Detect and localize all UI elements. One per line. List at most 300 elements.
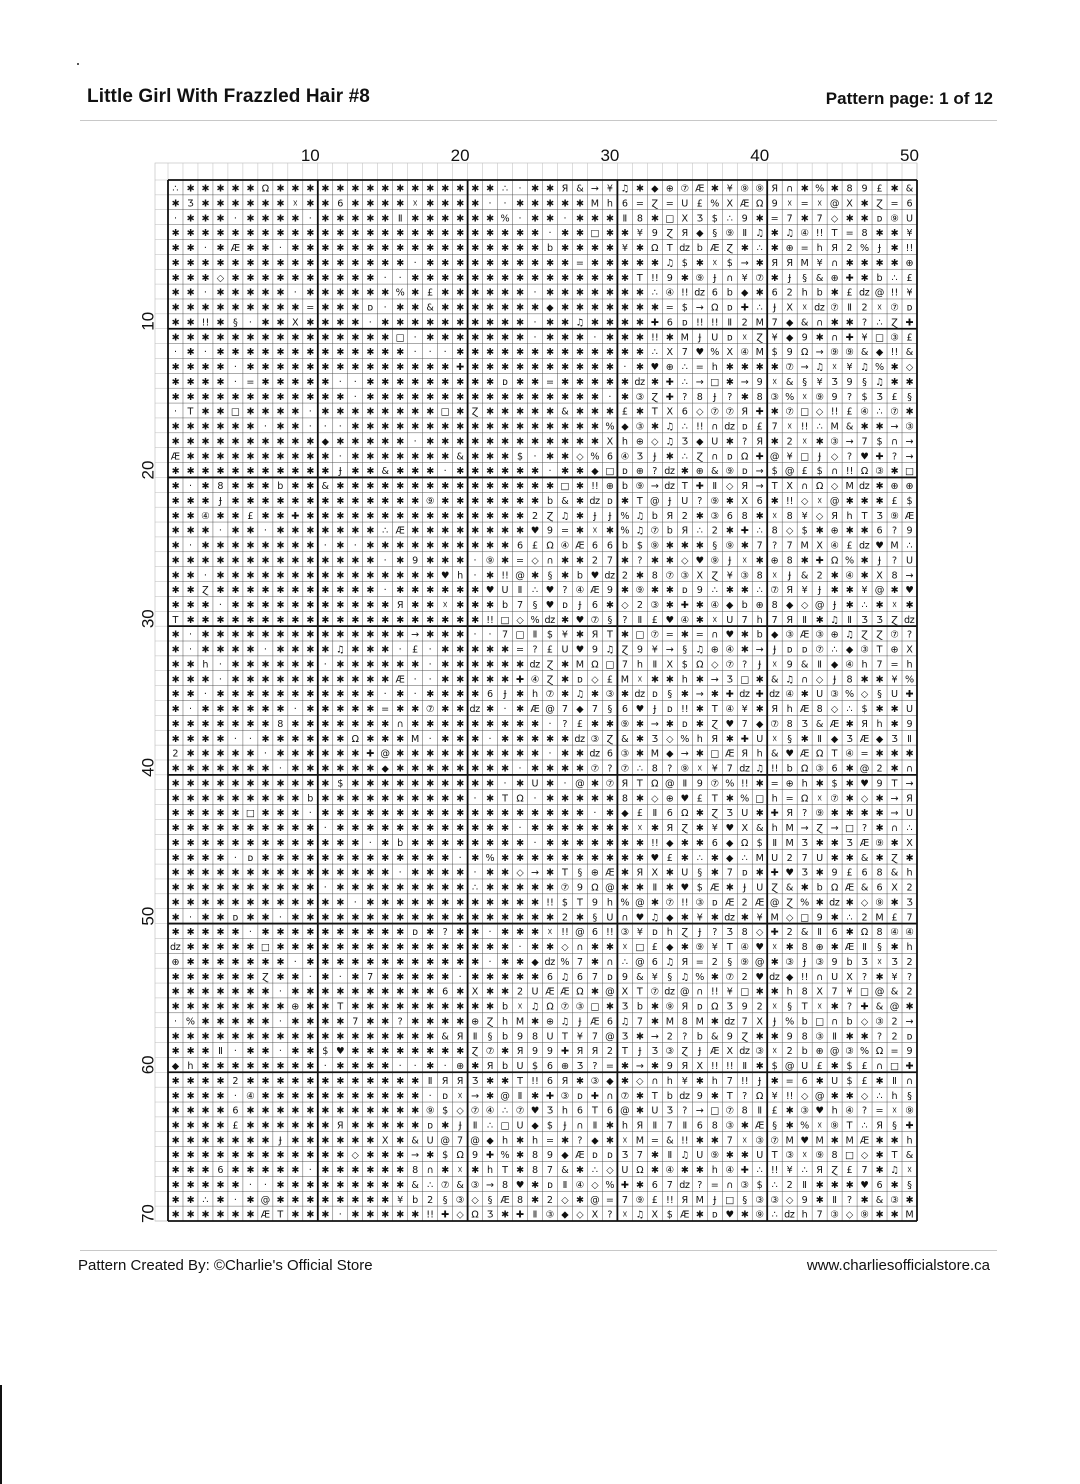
stitch-cell: ✱ xyxy=(366,614,375,626)
stitch-cell: ✱ xyxy=(261,897,270,909)
stitch-cell: ✱ xyxy=(186,1120,195,1132)
stitch-cell: ☓ xyxy=(817,1001,823,1013)
stitch-cell: · xyxy=(413,257,417,269)
stitch-cell: !! xyxy=(606,927,614,939)
stitch-cell: Ω xyxy=(456,1150,464,1162)
stitch-cell: 8 xyxy=(801,942,808,954)
stitch-cell: h xyxy=(606,897,613,909)
stitch-cell: ✱ xyxy=(411,808,420,820)
stitch-cell: ✱ xyxy=(171,778,180,790)
stitch-cell: ✱ xyxy=(261,674,270,686)
stitch-cell: Ɀ xyxy=(546,659,554,671)
stitch-cell: ✱ xyxy=(575,272,584,284)
stitch-cell: ✱ xyxy=(770,956,779,968)
stitch-cell: ✱ xyxy=(486,287,495,299)
stitch-cell: ✱ xyxy=(471,302,480,314)
stitch-cell: Я xyxy=(741,481,749,493)
stitch-cell: ✱ xyxy=(396,257,405,269)
stitch-cell: ✱ xyxy=(471,718,480,730)
stitch-cell: 2 xyxy=(861,302,868,314)
stitch-cell: ǳ xyxy=(469,704,481,716)
stitch-cell: h xyxy=(801,778,808,790)
stitch-cell: ∴ xyxy=(756,585,763,597)
stitch-cell: ✱ xyxy=(411,287,420,299)
stitch-cell: § xyxy=(697,867,703,879)
stitch-cell: ✱ xyxy=(486,748,495,760)
stitch-cell: ✱ xyxy=(486,763,495,775)
stitch-cell: · xyxy=(398,1061,402,1073)
stitch-cell: ✱ xyxy=(291,1194,300,1206)
stitch-cell: ✱ xyxy=(785,942,794,954)
stitch-cell: 7 xyxy=(367,971,374,983)
stitch-cell: ✱ xyxy=(336,793,345,805)
stitch-cell: ᴅ xyxy=(592,1150,598,1162)
stitch-cell: ǳ xyxy=(574,733,586,745)
stitch-cell: ⑦ xyxy=(710,778,720,790)
stitch-cell: ✱ xyxy=(501,1046,510,1058)
stitch-cell: ✱ xyxy=(306,347,315,359)
stitch-cell: · xyxy=(503,778,507,790)
stitch-cell: @ xyxy=(784,1061,795,1073)
stitch-cell: ✱ xyxy=(246,942,255,954)
stitch-cell: Ʒ xyxy=(187,198,194,210)
stitch-cell: = xyxy=(575,257,584,269)
stitch-cell: @ xyxy=(784,466,795,478)
stitch-cell: ✱ xyxy=(261,391,270,403)
stitch-cell: ✱ xyxy=(276,495,285,507)
stitch-cell: T xyxy=(846,1120,853,1132)
stitch-cell: ✱ xyxy=(411,1090,420,1102)
stitch-cell: T xyxy=(666,243,673,255)
stitch-cell: ✱ xyxy=(291,867,300,879)
stitch-cell: ✱ xyxy=(845,317,854,329)
stitch-cell: ✱ xyxy=(456,287,465,299)
stitch-cell: ∩ xyxy=(726,1179,734,1191)
stitch-cell: ∩ xyxy=(831,257,839,269)
stitch-cell: · xyxy=(278,912,282,924)
stitch-cell: ✱ xyxy=(411,837,420,849)
stitch-cell: ✱ xyxy=(366,1075,375,1087)
stitch-cell: ✱ xyxy=(351,1090,360,1102)
stitch-cell: !! xyxy=(905,243,914,255)
stitch-cell: ✱ xyxy=(890,1179,899,1191)
stitch-cell: ✱ xyxy=(201,466,210,478)
stitch-cell: ◇ xyxy=(785,912,794,924)
stitch-cell: ✱ xyxy=(261,198,270,210)
stitch-cell: ⊕ xyxy=(291,1001,300,1013)
stitch-cell: @ xyxy=(635,956,645,968)
stitch-cell: ✱ xyxy=(845,793,854,805)
stitch-cell: ✱ xyxy=(635,243,644,255)
stitch-cell: ǳ xyxy=(634,689,646,701)
stitch-cell: ✱ xyxy=(560,555,569,567)
stitch-cell: & xyxy=(845,421,854,433)
stitch-cell: ᴅ xyxy=(412,927,419,939)
stitch-cell: · xyxy=(533,837,537,849)
stitch-cell: ✱ xyxy=(171,971,180,983)
stitch-cell: ✱ xyxy=(291,733,300,745)
stitch-cell: · xyxy=(428,733,432,745)
stitch-cell: ✱ xyxy=(201,302,210,314)
stitch-cell: ∩ xyxy=(576,1120,584,1132)
stitch-cell: $ xyxy=(756,837,763,849)
stitch-cell: ✱ xyxy=(516,228,525,240)
stitch-cell: ✱ xyxy=(276,376,285,388)
stitch-cell: ✱ xyxy=(411,406,420,418)
stitch-cell: ✱ xyxy=(456,183,465,195)
stitch-cell: ✱ xyxy=(201,793,210,805)
stitch-cell: ③ xyxy=(680,570,690,582)
stitch-cell: ✱ xyxy=(186,971,195,983)
stitch-cell: ✱ xyxy=(486,793,495,805)
stitch-cell: Я xyxy=(456,1075,464,1087)
stitch-cell: = xyxy=(516,555,525,567)
stitch-cell: ✱ xyxy=(501,927,510,939)
stitch-cell: ✱ xyxy=(261,1016,270,1028)
stitch-cell: ∴ xyxy=(382,525,389,537)
stitch-cell: 6 xyxy=(831,927,838,939)
stitch-cell: ✱ xyxy=(530,912,540,924)
stitch-cell: ✱ xyxy=(605,243,614,255)
stitch-cell: ✱ xyxy=(291,971,300,983)
stitch-cell: ✱ xyxy=(486,1075,495,1087)
stitch-cell: ◇ xyxy=(785,525,794,537)
stitch-cell: & xyxy=(321,481,330,493)
stitch-cell: ✱ xyxy=(471,927,480,939)
stitch-cell: Ɉ xyxy=(698,332,702,344)
stitch-cell: ✱ xyxy=(905,852,914,864)
stitch-cell: ✱ xyxy=(351,570,360,582)
stitch-cell: ✱ xyxy=(366,956,375,968)
stitch-cell: ✱ xyxy=(261,927,270,939)
stitch-cell: ✱ xyxy=(635,347,644,359)
stitch-cell: 6 xyxy=(876,525,883,537)
stitch-cell: ✱ xyxy=(396,481,405,493)
stitch-cell: ✱ xyxy=(246,1165,255,1177)
stitch-cell: ✱ xyxy=(560,302,569,314)
stitch-cell: @ xyxy=(814,599,825,611)
stitch-cell: · xyxy=(263,1179,267,1191)
stitch-cell: ✱ xyxy=(291,436,300,448)
stitch-cell: ∩ xyxy=(876,1061,884,1073)
stitch-cell: ? xyxy=(891,525,898,537)
stitch-cell: ✱ xyxy=(261,718,270,730)
stitch-cell: ✱ xyxy=(246,555,255,567)
stitch-cell: · xyxy=(323,1061,327,1073)
stitch-cell: ✱ xyxy=(201,183,210,195)
stitch-cell: ✱ xyxy=(321,243,330,255)
stitch-cell: ⊕ xyxy=(710,644,719,656)
stitch-cell: ✱ xyxy=(501,243,510,255)
stitch-cell: ◇ xyxy=(785,1194,794,1206)
stitch-cell: ✱ xyxy=(875,481,884,493)
stitch-cell: ∩ xyxy=(891,823,899,835)
stitch-cell: % xyxy=(845,555,855,567)
stitch-cell: 9 xyxy=(816,912,823,924)
stitch-cell: ✱ xyxy=(635,733,644,745)
stitch-cell: ✱ xyxy=(545,198,555,210)
stitch-cell: □ xyxy=(635,629,645,641)
stitch-cell: ✱ xyxy=(516,243,525,255)
stitch-cell: ✱ xyxy=(396,540,405,552)
stitch-cell: 8 xyxy=(876,927,883,939)
stitch-cell: · xyxy=(398,272,402,284)
stitch-cell: ✱ xyxy=(755,510,764,522)
stitch-cell: Ⅱ xyxy=(712,481,718,493)
stitch-cell: ✱ xyxy=(396,1150,405,1162)
stitch-cell: ♫ xyxy=(605,644,615,656)
stitch-cell: · xyxy=(413,347,417,359)
stitch-cell: ✱ xyxy=(590,852,599,864)
stitch-cell: ∩ xyxy=(696,986,704,998)
stitch-cell: Ʒ xyxy=(906,897,913,909)
stitch-cell: ✱ xyxy=(635,183,644,195)
stitch-cell: 6 xyxy=(861,867,868,879)
stitch-cell: Ɀ xyxy=(546,510,554,522)
stitch-cell: 8 xyxy=(651,763,658,775)
stitch-cell: ✱ xyxy=(486,942,495,954)
stitch-cell: ✱ xyxy=(381,629,390,641)
stitch-cell: ᴅ xyxy=(741,466,748,478)
stitch-cell: ✱ xyxy=(186,763,195,775)
stitch-cell: ✱ xyxy=(276,1061,285,1073)
stitch-cell: Я xyxy=(816,1165,823,1177)
stitch-cell: ✱ xyxy=(501,644,510,656)
stitch-cell: Æ xyxy=(799,748,810,760)
stitch-cell: $ xyxy=(516,451,524,463)
stitch-cell: ∴ xyxy=(756,525,763,537)
stitch-cell: ✱ xyxy=(186,376,195,388)
stitch-cell: ✱ xyxy=(620,689,629,701)
stitch-cell: ✱ xyxy=(501,525,510,537)
stitch-cell: ⑨ xyxy=(845,347,854,359)
stitch-cell: ✱ xyxy=(306,198,315,210)
stitch-cell: X xyxy=(891,882,898,894)
stitch-cell: ✱ xyxy=(351,406,360,418)
stitch-cell: ✱ xyxy=(306,332,315,344)
stitch-cell: ✱ xyxy=(246,183,255,195)
stitch-cell: → xyxy=(710,674,719,686)
stitch-cell: Æ xyxy=(710,1046,720,1058)
stitch-cell: ✱ xyxy=(426,510,435,522)
stitch-cell: U xyxy=(771,852,779,864)
stitch-cell: ✱ xyxy=(605,272,614,284)
stitch-cell: ✱ xyxy=(246,1194,255,1206)
stitch-cell: ? xyxy=(847,1001,853,1013)
stitch-cell: ✱ xyxy=(366,1120,375,1132)
stitch-cell: ✱ xyxy=(261,837,270,849)
stitch-cell: ◆ xyxy=(785,332,794,344)
stitch-cell: @ xyxy=(515,570,525,582)
stitch-cell: ᴅ xyxy=(741,867,748,879)
stitch-cell: · xyxy=(398,644,402,656)
stitch-cell: ✱ xyxy=(186,718,195,730)
stitch-cell: § xyxy=(233,317,238,329)
stitch-cell: ✱ xyxy=(575,629,584,641)
stitch-cell: ✱ xyxy=(441,257,450,269)
stitch-cell: ♥ xyxy=(860,1179,869,1191)
stitch-cell: ✱ xyxy=(171,897,180,909)
stitch-cell: ✱ xyxy=(291,585,300,597)
stitch-cell: ◇ xyxy=(815,510,824,522)
stitch-cell: ? xyxy=(397,1016,403,1028)
stitch-cell: ✱ xyxy=(575,481,584,493)
stitch-cell: ③ xyxy=(860,644,869,656)
stitch-cell: 8 xyxy=(531,1165,539,1177)
stitch-cell: h xyxy=(756,748,763,760)
stitch-cell: ✱ xyxy=(366,585,375,597)
stitch-cell: Ɉ xyxy=(668,495,672,507)
stitch-cell: ✱ xyxy=(216,1150,225,1162)
stitch-cell: ✱ xyxy=(486,1090,495,1102)
stitch-cell: 6 xyxy=(546,1075,554,1087)
stitch-cell: ✱ xyxy=(351,867,360,879)
stitch-cell: ✱ xyxy=(306,436,315,448)
stitch-cell: ✱ xyxy=(875,704,884,716)
stitch-cell: ④ xyxy=(860,406,869,418)
stitch-cell: ✱ xyxy=(620,228,629,240)
stitch-cell: Ɉ xyxy=(773,1016,777,1028)
stitch-cell: ✱ xyxy=(381,718,390,730)
stitch-cell: ✱ xyxy=(456,481,465,493)
stitch-cell: ᴅ xyxy=(562,599,568,611)
stitch-cell: ☓ xyxy=(712,614,718,626)
stitch-cell: ◇ xyxy=(456,1105,464,1117)
stitch-cell: ⑦ xyxy=(545,689,555,701)
stitch-cell: ✱ xyxy=(560,1135,569,1147)
stitch-cell: Æ xyxy=(859,1135,870,1147)
stitch-cell: ✱ xyxy=(516,748,525,760)
stitch-cell: ☓ xyxy=(457,1090,463,1102)
stitch-cell: 2 xyxy=(606,1046,613,1058)
stitch-cell: ✱ xyxy=(291,332,300,344)
stitch-cell: ✱ xyxy=(231,510,240,522)
stitch-cell: £ xyxy=(876,183,883,195)
stitch-cell: Ɉ xyxy=(698,1046,702,1058)
stitch-cell: !! xyxy=(845,466,854,478)
stitch-cell: ✱ xyxy=(755,808,764,820)
stitch-cell: ¥ xyxy=(756,912,763,924)
stitch-cell: § xyxy=(787,1001,793,1013)
stitch-cell: @ xyxy=(859,763,870,775)
column-number: 30 xyxy=(600,146,620,165)
stitch-cell: ✱ xyxy=(516,956,525,968)
stitch-cell: ✱ xyxy=(306,540,315,552)
stitch-cell: ¥ xyxy=(861,332,868,344)
stitch-cell: 2 xyxy=(786,927,793,939)
stitch-cell: ✱ xyxy=(276,228,285,240)
stitch-cell: ✱ xyxy=(171,317,180,329)
stitch-cell: ✱ xyxy=(590,287,599,299)
stitch-cell: ✱ xyxy=(695,510,704,522)
stitch-cell: ✱ xyxy=(246,793,255,805)
stitch-cell: ✱ xyxy=(650,1165,659,1177)
stitch-cell: 6 xyxy=(666,317,673,329)
stitch-cell: T xyxy=(651,406,658,418)
stitch-cell: U xyxy=(891,689,899,701)
stitch-cell: 2 xyxy=(546,1194,554,1206)
stitch-cell: ✱ xyxy=(426,451,435,463)
stitch-cell: ✱ xyxy=(545,867,555,879)
stitch-cell: ☓ xyxy=(697,763,703,775)
stitch-cell: ♫ xyxy=(665,421,675,433)
row-number: 40 xyxy=(138,757,158,777)
stitch-cell: & xyxy=(666,1135,674,1147)
stitch-cell: ⊕ xyxy=(755,599,764,611)
stitch-cell: Ʒ xyxy=(801,718,808,730)
stitch-cell: ✱ xyxy=(186,451,195,463)
stitch-cell: T xyxy=(711,704,718,716)
stitch-cell: ✱ xyxy=(231,644,240,656)
stitch-cell: ¥ xyxy=(576,1031,584,1043)
stitch-cell: ◆ xyxy=(756,718,764,730)
stitch-cell: ✱ xyxy=(530,971,540,983)
stitch-cell: ✱ xyxy=(381,1075,390,1087)
stitch-cell: @ xyxy=(575,778,585,790)
stitch-cell: ✱ xyxy=(545,733,555,745)
stitch-cell: Ɀ xyxy=(606,733,614,745)
stitch-cell: ◇ xyxy=(830,213,839,225)
stitch-cell: ✱ xyxy=(366,510,375,522)
stitch-cell: ✱ xyxy=(321,1075,330,1087)
stitch-cell: ✱ xyxy=(456,689,465,701)
stitch-cell: T xyxy=(681,481,688,493)
stitch-cell: ✱ xyxy=(201,956,210,968)
stitch-cell: ⑨ xyxy=(890,213,899,225)
stitch-cell: · xyxy=(383,272,387,284)
stitch-cell: M xyxy=(890,540,899,552)
stitch-cell: 2 xyxy=(232,1075,239,1087)
stitch-cell: ✱ xyxy=(381,451,390,463)
stitch-cell: ᴅ xyxy=(621,466,628,478)
stitch-cell: % xyxy=(605,1179,615,1191)
stitch-cell: ✱ xyxy=(231,347,240,359)
stitch-cell: 6 xyxy=(606,748,613,760)
stitch-cell: → xyxy=(815,347,824,359)
stitch-cell: □ xyxy=(710,748,720,760)
stitch-cell: 9 xyxy=(651,228,658,240)
stitch-cell: ¥ xyxy=(651,971,658,983)
stitch-cell: ✱ xyxy=(560,272,569,284)
stitch-cell: ✱ xyxy=(426,317,435,329)
stitch-cell: ⑨ xyxy=(710,1150,720,1162)
stitch-cell: ⑦ xyxy=(560,1001,570,1013)
stitch-cell: ◆ xyxy=(576,704,584,716)
stitch-cell: ᴅ xyxy=(741,421,748,433)
stitch-cell: X xyxy=(786,302,793,314)
stitch-cell: ¥ xyxy=(726,986,733,998)
stitch-cell: ✱ xyxy=(321,376,330,388)
stitch-cell: ✱ xyxy=(291,466,300,478)
stitch-cell: ♫ xyxy=(575,689,585,701)
stitch-cell: 9 xyxy=(741,213,748,225)
stitch-cell: ✱ xyxy=(396,1209,405,1221)
stitch-cell: ✱ xyxy=(321,942,330,954)
stitch-cell: ✱ xyxy=(201,912,210,924)
stitch-cell: ✱ xyxy=(231,1135,240,1147)
stitch-cell: 2 xyxy=(861,912,868,924)
stitch-cell: ✱ xyxy=(441,704,450,716)
stitch-cell: ✱ xyxy=(590,317,599,329)
stitch-cell: ✱ xyxy=(231,942,240,954)
stitch-cell: ∩ xyxy=(621,912,629,924)
stitch-cell: ✱ xyxy=(800,213,809,225)
stitch-cell: ✱ xyxy=(575,466,584,478)
stitch-cell: ✱ xyxy=(381,362,390,374)
stitch-cell: ✱ xyxy=(411,1016,420,1028)
stitch-cell: ✱ xyxy=(456,867,465,879)
stitch-cell: ✱ xyxy=(575,748,584,760)
